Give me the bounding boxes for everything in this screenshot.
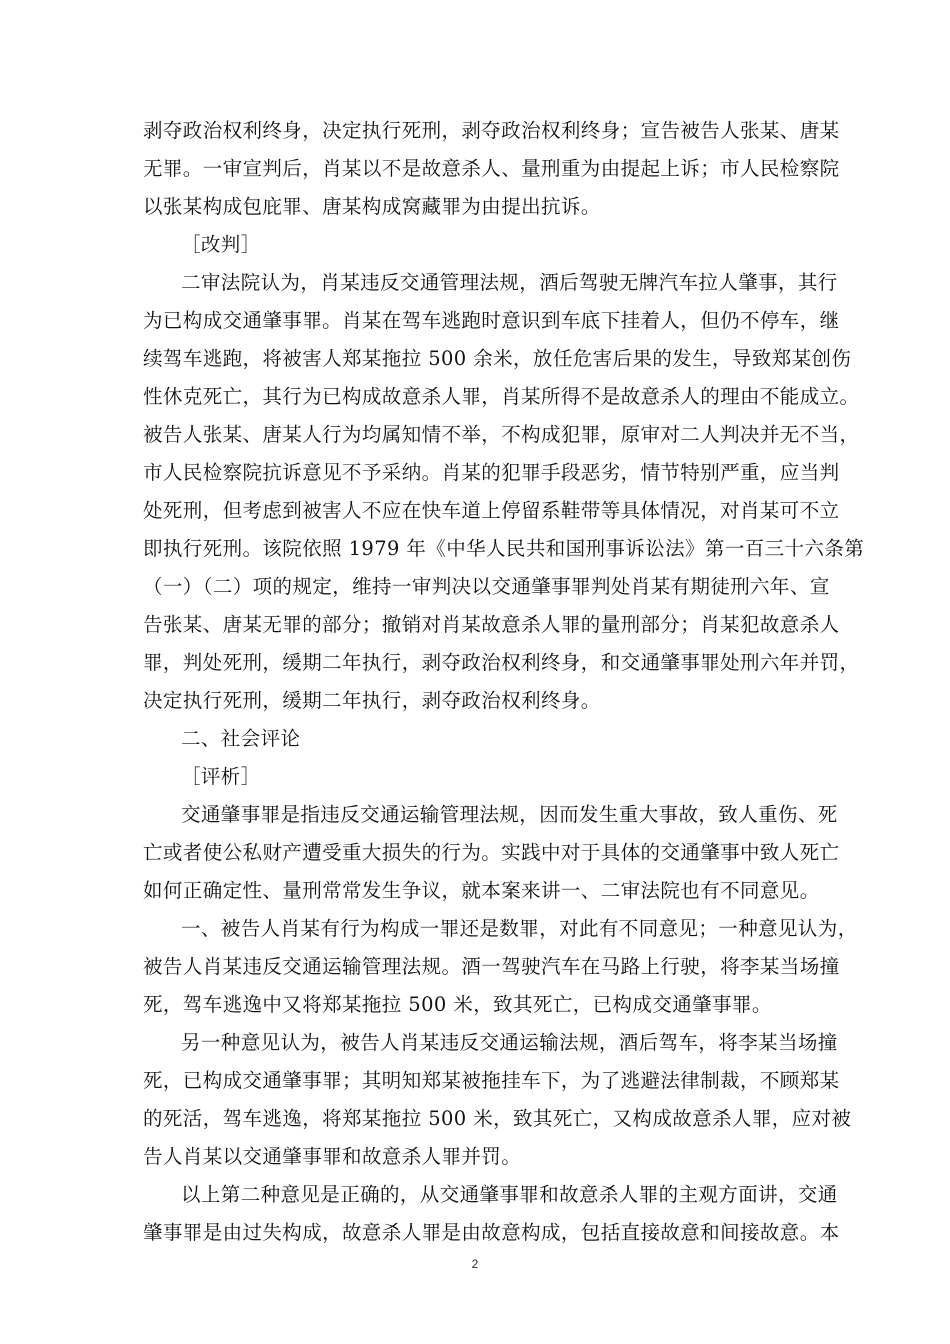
text-line: 二审法院认为，肖某违反交通管理法规，酒后驾驶无牌汽车拉人肇事，其行 [181, 271, 838, 294]
section-heading: ［评析］ [181, 765, 261, 788]
text-line: 亡或者使公私财产遭受重大损失的行为。实践中对于具体的交通肇事中致人死亡 [143, 841, 840, 864]
text-line: 以上第二种意见是正确的，从交通肇事罪和故意杀人罪的主观方面讲，交通 [181, 1183, 838, 1206]
text-line: 告张某、唐某无罪的部分；撤销对肖某故意杀人罪的量刑部分；肖某犯故意杀人 [143, 613, 840, 636]
page-number: 2 [471, 1257, 479, 1271]
text-line: 告人肖某以交通肇事罪和故意杀人罪并罚。 [143, 1145, 522, 1168]
section-heading: 二、社会评论 [181, 727, 301, 750]
text-line: 市人民检察院抗诉意见不予采纳。肖某的犯罪手段恶劣，情节特别严重，应当判 [143, 461, 840, 484]
text-line: 肇事罪是由过失构成，故意杀人罪是由故意构成，包括直接故意和间接故意。本 [143, 1221, 840, 1244]
text-line: 处死刑，但考虑到被害人不应在快车道上停留系鞋带等具体情况，对肖某可不立 [143, 499, 840, 522]
text-line: 以张某构成包庇罪、唐某构成窝藏罪为由提出抗诉。 [143, 195, 601, 218]
text-line: 死，驾车逃逸中又将郑某拖拉 500 米，致其死亡，已构成交通肇事罪。 [143, 993, 772, 1016]
text-line: 即执行死刑。该院依照 1979 年《中华人民共和国刑事诉讼法》第一百三十六条第 [143, 537, 865, 560]
text-line: 决定执行死刑，缓期二年执行，剥夺政治权利终身。 [143, 689, 601, 712]
text-line: 剥夺政治权利终身，决定执行死刑，剥夺政治权利终身；宣告被告人张某、唐某 [143, 119, 840, 142]
text-line: 交通肇事罪是指违反交通运输管理法规，因而发生重大事故，致人重伤、死 [181, 803, 838, 826]
text-line: 死，已构成交通肇事罪；其明知郑某被拖挂车下，为了逃避法律制裁，不顾郑某 [143, 1069, 840, 1092]
text-line: 一、被告人肖某有行为构成一罪还是数罪，对此有不同意见；一种意见认为， [181, 917, 858, 940]
text-line: 被告人张某、唐某人行为均属知情不举，不构成犯罪，原审对二人判决并无不当， [143, 423, 860, 446]
text-line: 被告人肖某违反交通运输管理法规。酒一驾驶汽车在马路上行驶，将李某当场撞 [143, 955, 840, 978]
text-line: 的死活，驾车逃逸，将郑某拖拉 500 米，致其死亡，又构成故意杀人罪，应对被 [143, 1107, 852, 1130]
text-line: 如何正确定性、量刑常常发生争议，就本案来讲一、二审法院也有不同意见。 [143, 879, 820, 902]
text-line: 为已构成交通肇事罪。肖某在驾车逃跑时意识到车底下挂着人，但仍不停车，继 [143, 309, 840, 332]
text-line: 无罪。一审宣判后，肖某以不是故意杀人、量刑重为由提起上诉；市人民检察院 [143, 157, 840, 180]
text-line: 性休克死亡，其行为已构成故意杀人罪，肖某所得不是故意杀人的理由不能成立。 [143, 385, 860, 408]
text-line: 另一种意见认为，被告人肖某违反交通运输法规，酒后驾车，将李某当场撞 [181, 1031, 838, 1054]
text-line: （一）（二）项的规定，维持一审判决以交通肇事罪判处肖某有期徒刑六年、宣 [143, 575, 830, 598]
text-line: 续驾车逃跑，将被害人郑某拖拉 500 余米，放任危害后果的发生，导致郑某创伤 [143, 347, 852, 370]
section-heading: ［改判］ [181, 233, 261, 256]
text-line: 罪，判处死刑，缓期二年执行，剥夺政治权利终身，和交通肇事罪处刑六年并罚， [143, 651, 860, 674]
